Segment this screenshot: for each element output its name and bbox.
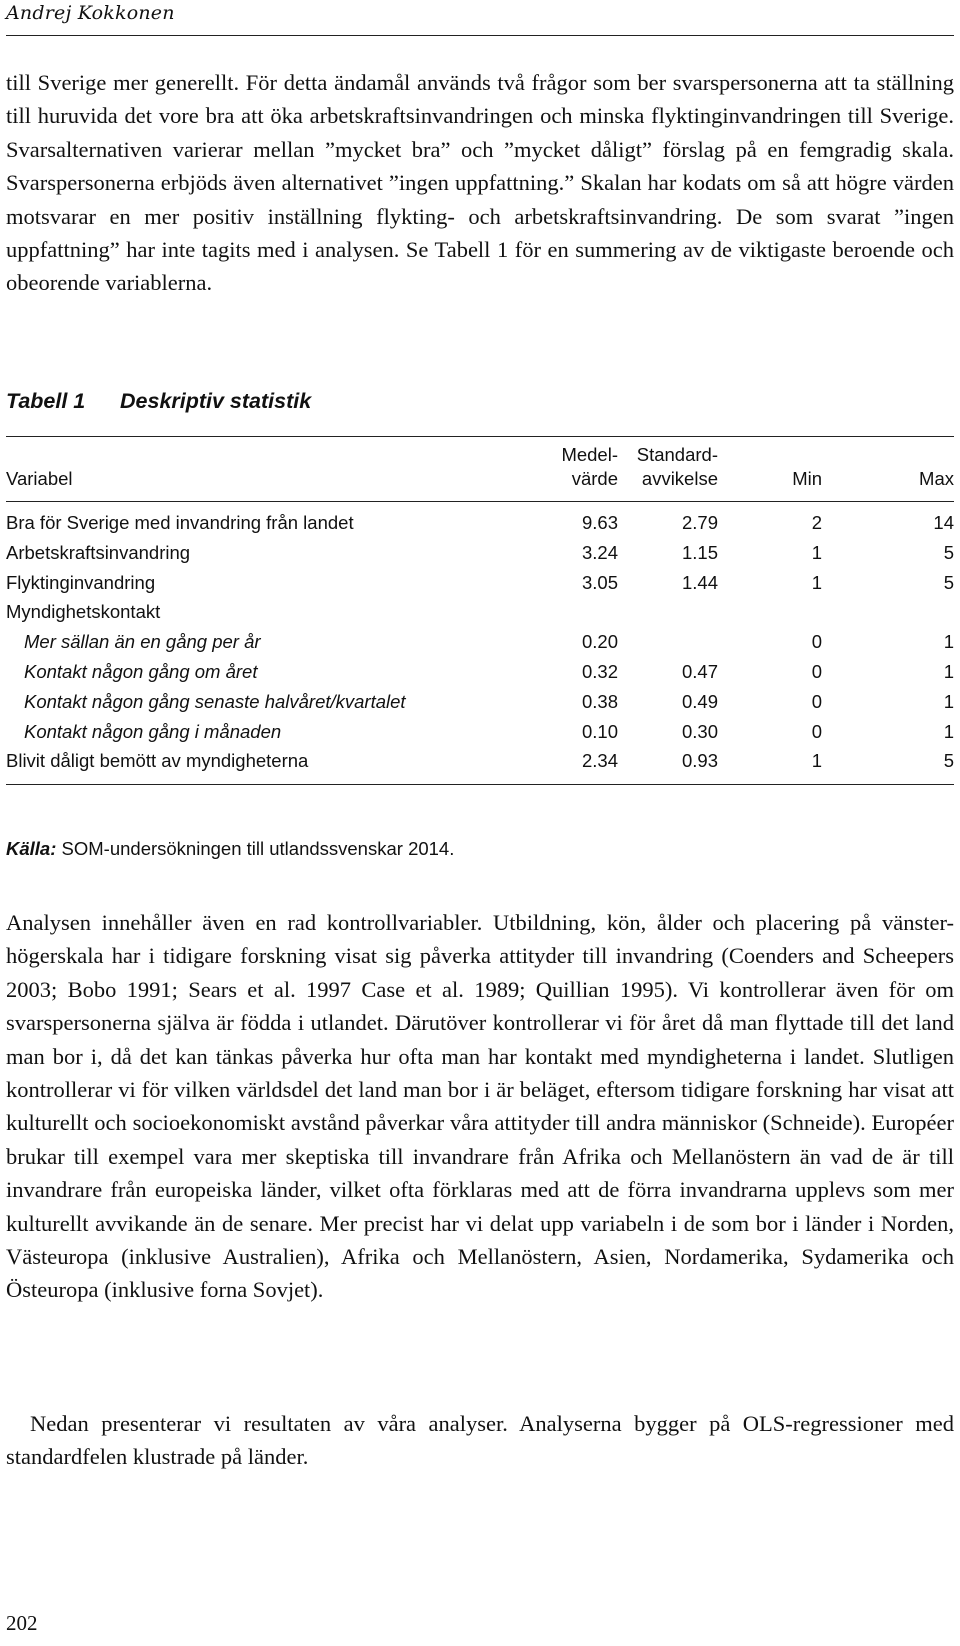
table-bottom-rule — [6, 784, 954, 785]
table-cell-max: 1 — [943, 631, 954, 653]
header-sd — [618, 437, 726, 501]
header-mean-line2: värde — [571, 468, 618, 489]
table-cell-variable: Myndighetskontakt — [6, 601, 161, 623]
table-cell-mean: 0.20 — [581, 631, 618, 653]
table-row — [6, 502, 954, 538]
table-cell-min: 0 — [811, 690, 822, 712]
paragraph-results: Nedan presenterar vi resultaten av våra analyser. Analyserna bygger på OLS-regressioner med standardfelen klustrade på länder. — [6, 1411, 954, 1470]
table-cell-sd: 2.79 — [681, 512, 718, 533]
table-cell-max: 14 — [933, 512, 954, 533]
table-row — [6, 627, 954, 657]
table-label: Tabell 1 — [6, 389, 86, 413]
table-cell-max: 5 — [943, 750, 954, 772]
source-text: SOM-undersökningen till utlandssvenskar 2014. — [61, 838, 455, 859]
table-cell-mean: 0.32 — [581, 660, 618, 682]
header-mean-line1: Medel- — [561, 444, 618, 465]
table-cell-sd: 1.15 — [681, 541, 718, 563]
table-row — [6, 717, 954, 747]
table-cell-sd — [618, 627, 726, 657]
table-cell-variable: Kontakt någon gång i månaden — [24, 720, 282, 742]
running-header-author: Andrej Kokkonen — [6, 2, 175, 24]
table-cell-variable: Flyktinginvandring — [6, 571, 156, 593]
header-sd-line1: Standard- — [636, 444, 718, 465]
table-cell-sd — [618, 597, 726, 627]
table-cell-max: 5 — [943, 571, 954, 593]
table-row — [6, 568, 954, 598]
table-row — [6, 746, 954, 776]
header-variable: Variabel — [6, 468, 73, 489]
source-label: Källa: — [6, 838, 57, 859]
header-mean — [538, 437, 618, 501]
table-cell-max: 1 — [943, 720, 954, 742]
table-cell-sd: 1.44 — [681, 571, 718, 593]
table-cell-variable: Mer sällan än en gång per år — [24, 631, 261, 653]
table-source — [6, 836, 454, 862]
table-cell-min: 1 — [811, 541, 822, 563]
header-sd-line2: avvikelse — [641, 468, 718, 489]
table-cell-min: 1 — [811, 750, 822, 772]
table-cell-sd: 0.30 — [681, 720, 718, 742]
table-cell-mean: 2.34 — [581, 750, 618, 772]
stats-table-body — [6, 502, 954, 776]
table-cell-variable: Bra för Sverige med invandring från landet — [6, 512, 354, 533]
table-cell-mean — [538, 597, 618, 627]
table-cell-variable: Arbetskraftsinvandring — [6, 541, 191, 563]
table-row — [6, 597, 954, 627]
header-max: Max — [919, 468, 954, 489]
table-cell-min: 0 — [811, 720, 822, 742]
table-row — [6, 687, 954, 717]
table-cell-variable: Kontakt någon gång senaste halvåret/kvartalet — [24, 690, 406, 712]
table-cell-mean: 3.24 — [581, 541, 618, 563]
table-cell-min: 0 — [811, 631, 822, 653]
descriptive-statistics-table — [6, 436, 954, 785]
header-min: Min — [792, 468, 822, 489]
table-cell-mean: 0.10 — [581, 720, 618, 742]
paragraph-intro: till Sverige mer generellt. För detta ändamål används två frågor som ber svarspersonerna att ta ställning till huruvida det vore bra att öka arbetskraftsinvandringen och minska flyktinginvandringen till Sverige. Svarsalternativen varierar mellan ”mycket bra” och ”mycket dåligt” förslag på en femgradig skala. Svarspersonerna erbjöds även alternativet ”ingen uppfattning.” Skalan har kodats om så att högre värden motsvarar en mer positiv inställning flykting- och arbetskraftsinvandring. De som svarat ”ingen uppfattning” har inte tagits med i analysen. Se Tabell 1 för en summering av de viktigaste beroende och obeorende variablerna. — [6, 70, 954, 296]
table-cell-sd: 0.47 — [681, 660, 718, 682]
table-cell-max: 1 — [943, 690, 954, 712]
table-row — [6, 657, 954, 687]
header-rule — [6, 35, 954, 36]
table-caption — [6, 386, 311, 416]
table-cell-max — [822, 597, 954, 627]
table-cell-mean: 0.38 — [581, 690, 618, 712]
table-cell-variable: Kontakt någon gång om året — [24, 660, 258, 682]
table-row — [6, 538, 954, 568]
table-cell-min: 0 — [811, 660, 822, 682]
table-cell-min — [726, 597, 822, 627]
table-cell-mean: 9.63 — [581, 512, 618, 533]
table-cell-min: 1 — [811, 571, 822, 593]
table-cell-sd: 0.93 — [681, 750, 718, 772]
table-cell-min: 2 — [811, 512, 822, 533]
table-title: Deskriptiv statistik — [120, 389, 312, 413]
paragraph-controls: Analysen innehåller även en rad kontrollvariabler. Utbildning, kön, ålder och placering på vänster-högerskala har i tidigare forskning visat sig påverka attityder till invandring (Coenders and Scheepers 2003; Bobo 1991; Sears et al. 1997 Case et al. 1989; Quillian 1995). Vi kontrollerar även för om svarspersonerna själva är födda i utlandet. Därutöver kontrollerar vi för året då man flyttade till det land man bor i, då det kan tänkas påverka hur ofta man har kontakt med myndigheterna i landet. Slutligen kontrollerar vi för vilken världsdel det land man bor i är beläget, eftersom tidigare forskning har visat att kulturellt och socioekonomiskt avstånd påverkar våra attityder till andra människor (Schneide). Européer brukar till exempel vara mer skeptiska till invandrare från Afrika och Mellanöstern än vad de är till invandrare från europeiska länder, vilket ofta förklaras med att de förra invandrarna upplevs som mer kulturellt avvikande än de senare. Mer precist har vi delat upp variabeln i de som bor i länder i Norden, Västeuropa (inklusive Australien), Afrika och Mellanöstern, Asien, Nordamerika, Sydamerika och Östeuropa (inklusive forna Sovjet). — [6, 910, 954, 1303]
table-cell-max: 5 — [943, 541, 954, 563]
table-cell-variable: Blivit dåligt bemött av myndigheterna — [6, 750, 309, 772]
table-cell-sd: 0.49 — [681, 690, 718, 712]
stats-table — [6, 437, 954, 501]
table-header-row — [6, 437, 954, 501]
table-cell-mean: 3.05 — [581, 571, 618, 593]
page-number: 202 — [6, 1611, 38, 1635]
table-cell-max: 1 — [943, 660, 954, 682]
